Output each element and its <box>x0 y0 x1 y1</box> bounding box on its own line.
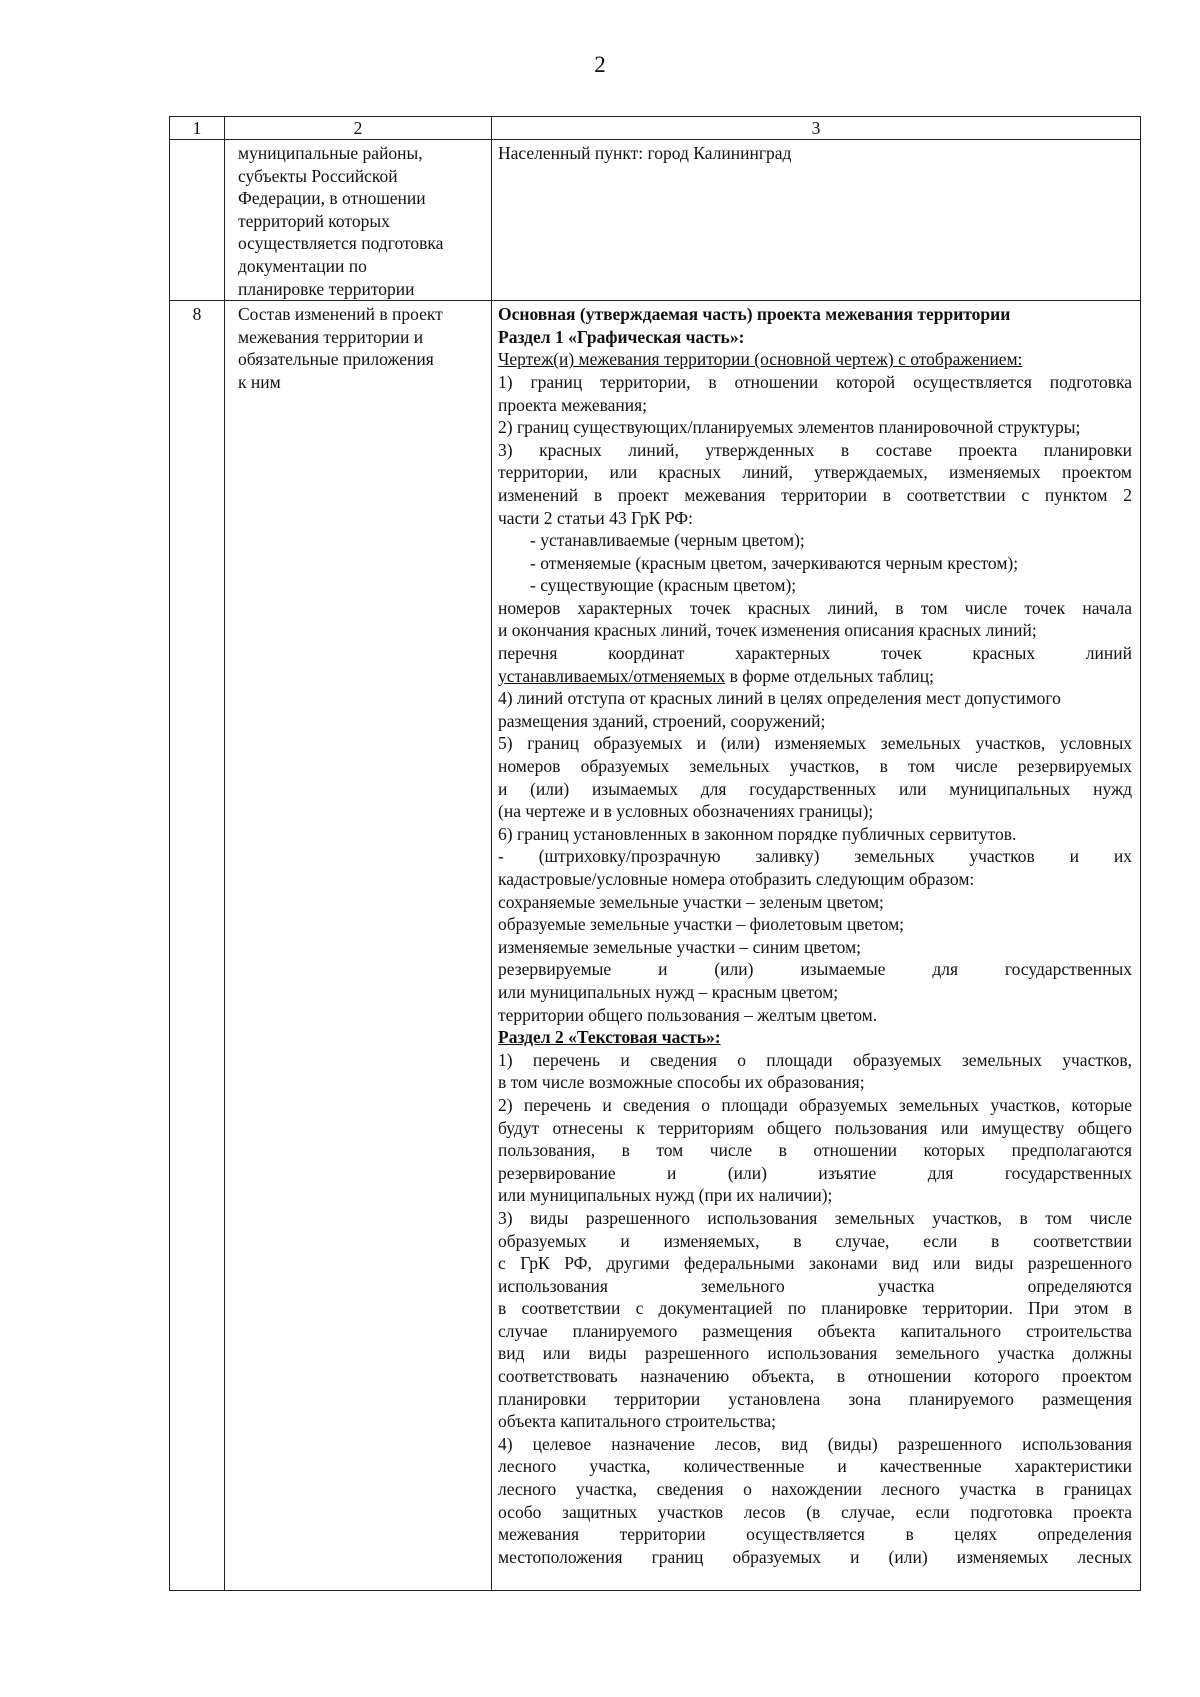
content-line: сохраняемые земельные участки – зеленым цветом; <box>498 891 884 912</box>
content-line: изменяемые земельные участки – синим цветом; <box>498 936 862 957</box>
content-line: в соответствии с документацией по планировке территории. При этом в <box>498 1298 1132 1319</box>
header-col-1: 1 <box>170 117 225 140</box>
content-line: с ГрК РФ, другими федеральными законами вид или виды разрешенного <box>498 1253 1132 1274</box>
content-line: и (или) изымаемых для государственных или муниципальных нужд <box>498 778 1132 799</box>
content-line: (на чертеже и в условных обозначениях границы); <box>498 801 874 822</box>
table-row <box>170 301 1141 1591</box>
name-line: обязательные приложения <box>238 349 434 370</box>
content-line: или муниципальных нужд (при их наличии); <box>498 1185 833 1206</box>
content-line: объекта капитального строительства; <box>498 1411 776 1432</box>
table-row <box>170 140 1141 301</box>
header-col-2: 2 <box>225 117 492 140</box>
content-line: номеров характерных точек красных линий, в том числе точек начала <box>498 597 1132 618</box>
content-line: образуемые земельные участки – фиолетовым цветом; <box>498 914 905 935</box>
content-line: особо защитных участков лесов (в случае, если подготовка проекта <box>498 1501 1132 1522</box>
row-number <box>170 140 225 301</box>
content-line: части 2 статьи 43 ГрК РФ: <box>498 507 693 528</box>
content-line: образуемых и изменяемых, в случае, если в соответствии <box>498 1230 1132 1251</box>
name-line: Федерации, в отношении <box>238 188 426 209</box>
content-line: размещения зданий, строений, сооружений; <box>498 710 826 731</box>
content-line: планировки территории установлена зона планируемого размещения <box>498 1388 1132 1409</box>
content-line: Раздел 1 «Графическая часть»: <box>498 326 745 347</box>
name-line: к ним <box>238 371 281 392</box>
content-line: Населенный пункт: город Калининград <box>498 143 792 163</box>
row-content-cell <box>492 301 1141 1591</box>
content-line: Чертеж(и) межевания территории (основной чертеж) с отображением: <box>498 349 1023 370</box>
content-line <box>498 665 1132 688</box>
content-line: 1) границ территории, в отношении которой осуществляется подготовка <box>498 371 1132 392</box>
content-line: кадастровые/условные номера отобразить следующим образом: <box>498 869 975 889</box>
content-line: номеров образуемых земельных участков, в том числе резервируемых <box>498 756 1132 777</box>
content-line: резервирование и (или) изъятие для государственных <box>498 1162 1132 1183</box>
row-name-cell <box>225 301 492 1591</box>
content-line: - существующие (красным цветом); <box>530 575 797 596</box>
name-line: осуществляется подготовка <box>238 233 444 254</box>
content-line: изменений в проект межевания территории в соответствии с пунктом 2 <box>498 484 1132 505</box>
name-line: Состав изменений в проект <box>238 304 443 325</box>
header-col-3: 3 <box>492 117 1141 140</box>
content-line: - (штриховку/прозрачную заливку) земельных участков и их <box>498 846 1132 867</box>
content-line: территории общего пользования – желтым цветом. <box>498 1004 878 1025</box>
content-line: - отменяемые (красным цветом, зачеркиваются черным крестом); <box>530 552 1019 573</box>
name-line: территорий которых <box>238 210 390 231</box>
row-name-cell <box>225 140 492 301</box>
content-line: 4) линий отступа от красных линий в целях определения мест допустимого <box>498 688 1061 709</box>
row-content-cell <box>492 140 1141 301</box>
content-line: 6) границ установленных в законном порядке публичных сервитутов. <box>498 823 1017 844</box>
content-line: или муниципальных нужд – красным цветом; <box>498 981 839 1002</box>
requirements-table <box>169 116 1141 1591</box>
content-line: 2) границ существующих/планируемых элементов планировочной структуры; <box>498 417 1081 438</box>
name-line: планировке территории <box>238 278 415 299</box>
content-line: 4) целевое назначение лесов, вид (виды) разрешенного использования <box>498 1433 1132 1454</box>
content-line: в том числе возможные способы их образования; <box>498 1072 865 1093</box>
underlined-text: устанавливаемых/отменяемых <box>498 665 726 686</box>
row-name <box>238 142 485 300</box>
content-line: 2) перечень и сведения о площади образуемых земельных участков, которые <box>498 1094 1132 1115</box>
content-line: межевания территории осуществляется в целях определения <box>498 1524 1132 1545</box>
content-line: территории, или красных линий, утверждаемых, изменяемых проектом <box>498 462 1132 483</box>
content-line: случае планируемого размещения объекта капитального строительства <box>498 1320 1132 1341</box>
content-line: 5) границ образуемых и (или) изменяемых земельных участков, условных <box>498 733 1132 754</box>
content-line: проекта межевания; <box>498 394 648 415</box>
row-content <box>498 303 1132 1568</box>
row-number: 8 <box>170 301 225 1591</box>
content-line: соответствовать назначению объекта, в отношении которого проектом <box>498 1366 1132 1387</box>
name-line: межевания территории и <box>238 326 424 347</box>
content-line: и окончания красных линий, точек изменения описания красных линий; <box>498 620 1037 641</box>
content-line: лесного участка, количественные и качественные характеристики <box>498 1456 1132 1477</box>
content-line: - устанавливаемые (черным цветом); <box>530 530 805 551</box>
table-header-row <box>170 117 1141 140</box>
content-line: перечня координат характерных точек красных линий <box>498 643 1132 664</box>
page-number: 2 <box>594 52 606 77</box>
name-line: документации по <box>238 255 367 276</box>
content-line: лесного участка, сведения о нахождении лесного участка в границах <box>498 1479 1132 1500</box>
text: в форме отдельных таблиц; <box>725 665 934 686</box>
content-line: 3) красных линий, утвержденных в составе проекта планировки <box>498 439 1132 460</box>
row-name <box>238 303 485 393</box>
content-line: 3) виды разрешенного использования земельных участков, в том числе <box>498 1207 1132 1228</box>
content-line: местоположения границ образуемых и (или) изменяемых лесных <box>498 1546 1132 1567</box>
content-line: Основная (утверждаемая часть) проекта межевания территории <box>498 304 1011 325</box>
name-line: субъекты Российской <box>238 165 398 186</box>
content-line: Раздел 2 «Текстовая часть»: <box>498 1027 721 1048</box>
row-content <box>498 142 1132 165</box>
content-line: пользования, в том числе в отношении которых предполагаются <box>498 1140 1132 1161</box>
name-line: муниципальные районы, <box>238 143 423 163</box>
content-line: резервируемые и (или) изымаемые для государственных <box>498 959 1132 980</box>
content-line: использования земельного участка определяются <box>498 1275 1132 1296</box>
content-line: вид или виды разрешенного использования земельного участка должны <box>498 1343 1132 1364</box>
content-line: будут отнесены к территориям общего пользования или имуществу общего <box>498 1117 1132 1138</box>
content-line: 1) перечень и сведения о площади образуемых земельных участков, <box>498 1049 1132 1070</box>
